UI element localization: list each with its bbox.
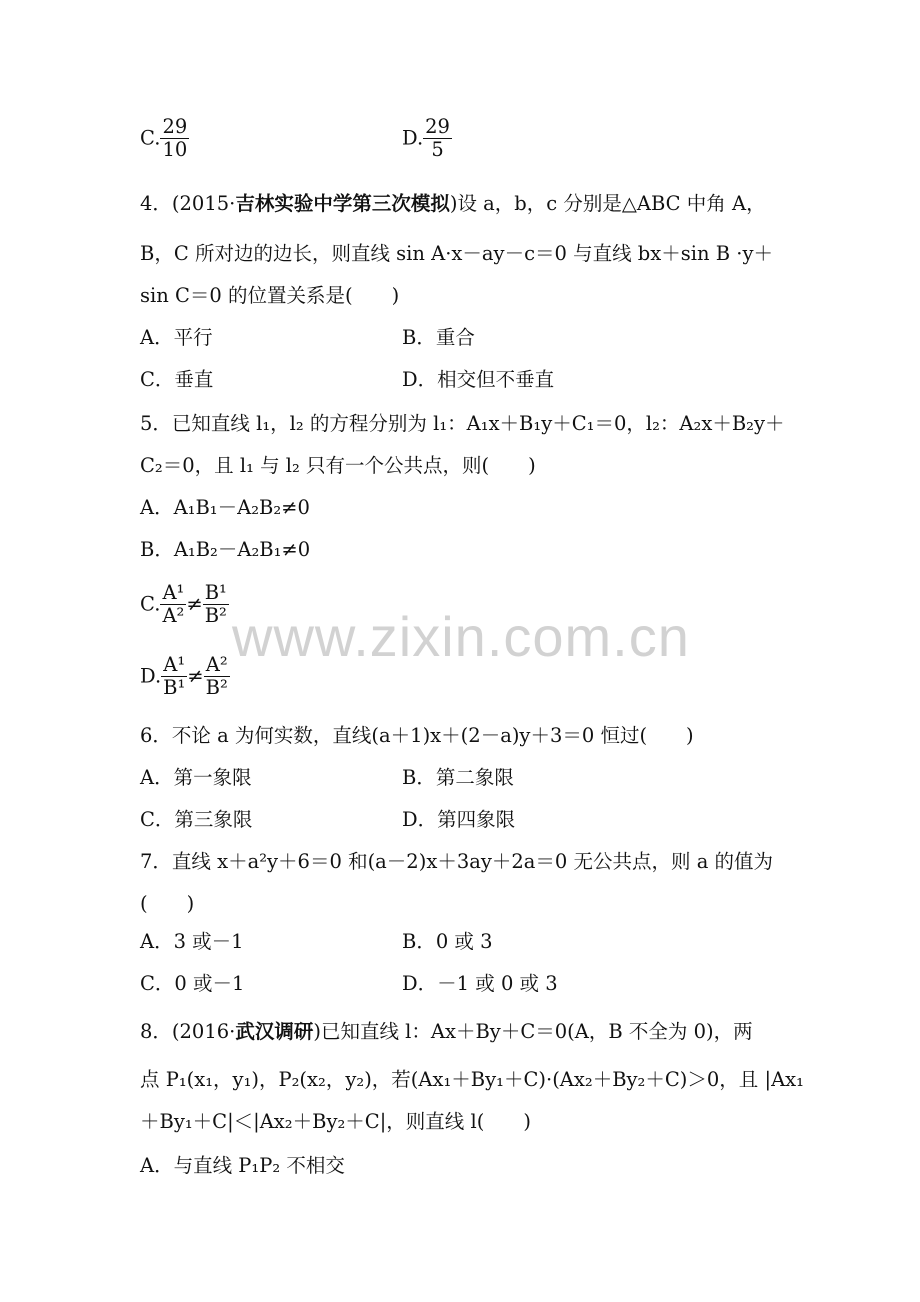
- q5-option-d: D. $\frac{\text{A¹}}{\text{B¹}}$ ≠ $\frac{\text{A²}}{\text{B²}}$: [140, 653, 228, 699]
- fraction: $\frac{\text{A²}}{\text{B²}}$: [205, 653, 228, 699]
- q5-option-a: A．A₁B₁－A₂B₂≠0: [140, 496, 310, 519]
- q8-stem-line3: ＋By₁＋C|＜|Ax₂＋By₂＋C|，则直线 l( ): [140, 1110, 531, 1133]
- q7-stem-line2: ( ): [140, 892, 195, 915]
- q6-option-b: B．第二象限: [402, 766, 514, 789]
- q7-option-c: C．0 或－1: [140, 972, 245, 995]
- fraction: $\frac{\text{A¹}}{\text{B¹}}$: [163, 653, 186, 699]
- q4-option-d: D．相交但不垂直: [402, 368, 555, 391]
- q5-option-c: C. $\frac{\text{A¹}}{\text{A²}}$ ≠ $\frac{\text{B¹}}{\text{B²}}$: [140, 581, 227, 627]
- q7-option-b: B．0 或 3: [402, 930, 493, 953]
- q5-option-b: B．A₁B₂－A₂B₁≠0: [140, 538, 311, 561]
- q7-stem-line1: 7．直线 x＋a²y＋6＝0 和(a－2)x＋3ay＋2a＝0 无公共点，则 a 的值为: [140, 850, 774, 873]
- watermark: www.zixin.com.cn: [232, 605, 690, 668]
- q4-stem-line2: B，C 所对边的边长，则直线 sin A·x－ay－c＝0 与直线 bx＋sin B ·y＋: [140, 242, 774, 265]
- q4-stem-line3: sin C＝0 的位置关系是( ): [140, 284, 400, 307]
- q6-option-d: D．第四象限: [402, 808, 516, 831]
- question-source: 武汉调研: [235, 1020, 314, 1043]
- q6-stem-line1: 6．不论 a 为何实数，直线(a＋1)x＋(2－a)y＋3＝0 恒过( ): [140, 724, 694, 747]
- q8-option-a: A．与直线 P₁P₂ 不相交: [140, 1154, 345, 1177]
- q4-option-a: A．平行: [140, 326, 213, 349]
- q5-stem-line2: C₂＝0，且 l₁ 与 l₂ 只有一个公共点，则( ): [140, 454, 536, 477]
- q8-stem-line1: 8．(2016·武汉调研)已知直线 l：Ax＋By＋C＝0(A，B 不全为 0)，两: [140, 1020, 753, 1043]
- fraction: $\frac{29}{5}$: [425, 115, 450, 161]
- q4-option-c: C．垂直: [140, 368, 214, 391]
- q7-option-a: A．3 或－1: [140, 930, 244, 953]
- fraction: $\frac{\text{B¹}}{\text{B²}}$: [204, 581, 227, 627]
- q4-stem-line1: 4．(2015·吉林实验中学第三次模拟)设 a，b，c 分别是△ABC 中角 A，: [140, 192, 766, 215]
- q6-option-c: C．第三象限: [140, 808, 253, 831]
- q3-option-c: C. $\frac{29}{10}$: [140, 115, 188, 161]
- fraction: $\frac{29}{10}$: [162, 115, 188, 161]
- fraction: $\frac{\text{A¹}}{\text{A²}}$: [162, 581, 185, 627]
- q5-stem-line1: 5．已知直线 l₁，l₂ 的方程分别为 l₁：A₁x＋B₁y＋C₁＝0，l₂：A₂x＋B₂y＋: [140, 412, 785, 435]
- q4-option-b: B．重合: [402, 326, 475, 349]
- q8-stem-line2: 点 P₁(x₁，y₁)，P₂(x₂，y₂)，若(Ax₁＋By₁＋C)·(Ax₂＋By₂＋C)＞0，且 |Ax₁: [140, 1068, 804, 1091]
- q3-option-d: D. $\frac{29}{5}$: [402, 115, 450, 161]
- question-source: 吉林实验中学第三次模拟: [235, 192, 450, 215]
- q7-option-d: D．－1 或 0 或 3: [402, 972, 558, 995]
- q6-option-a: A．第一象限: [140, 766, 252, 789]
